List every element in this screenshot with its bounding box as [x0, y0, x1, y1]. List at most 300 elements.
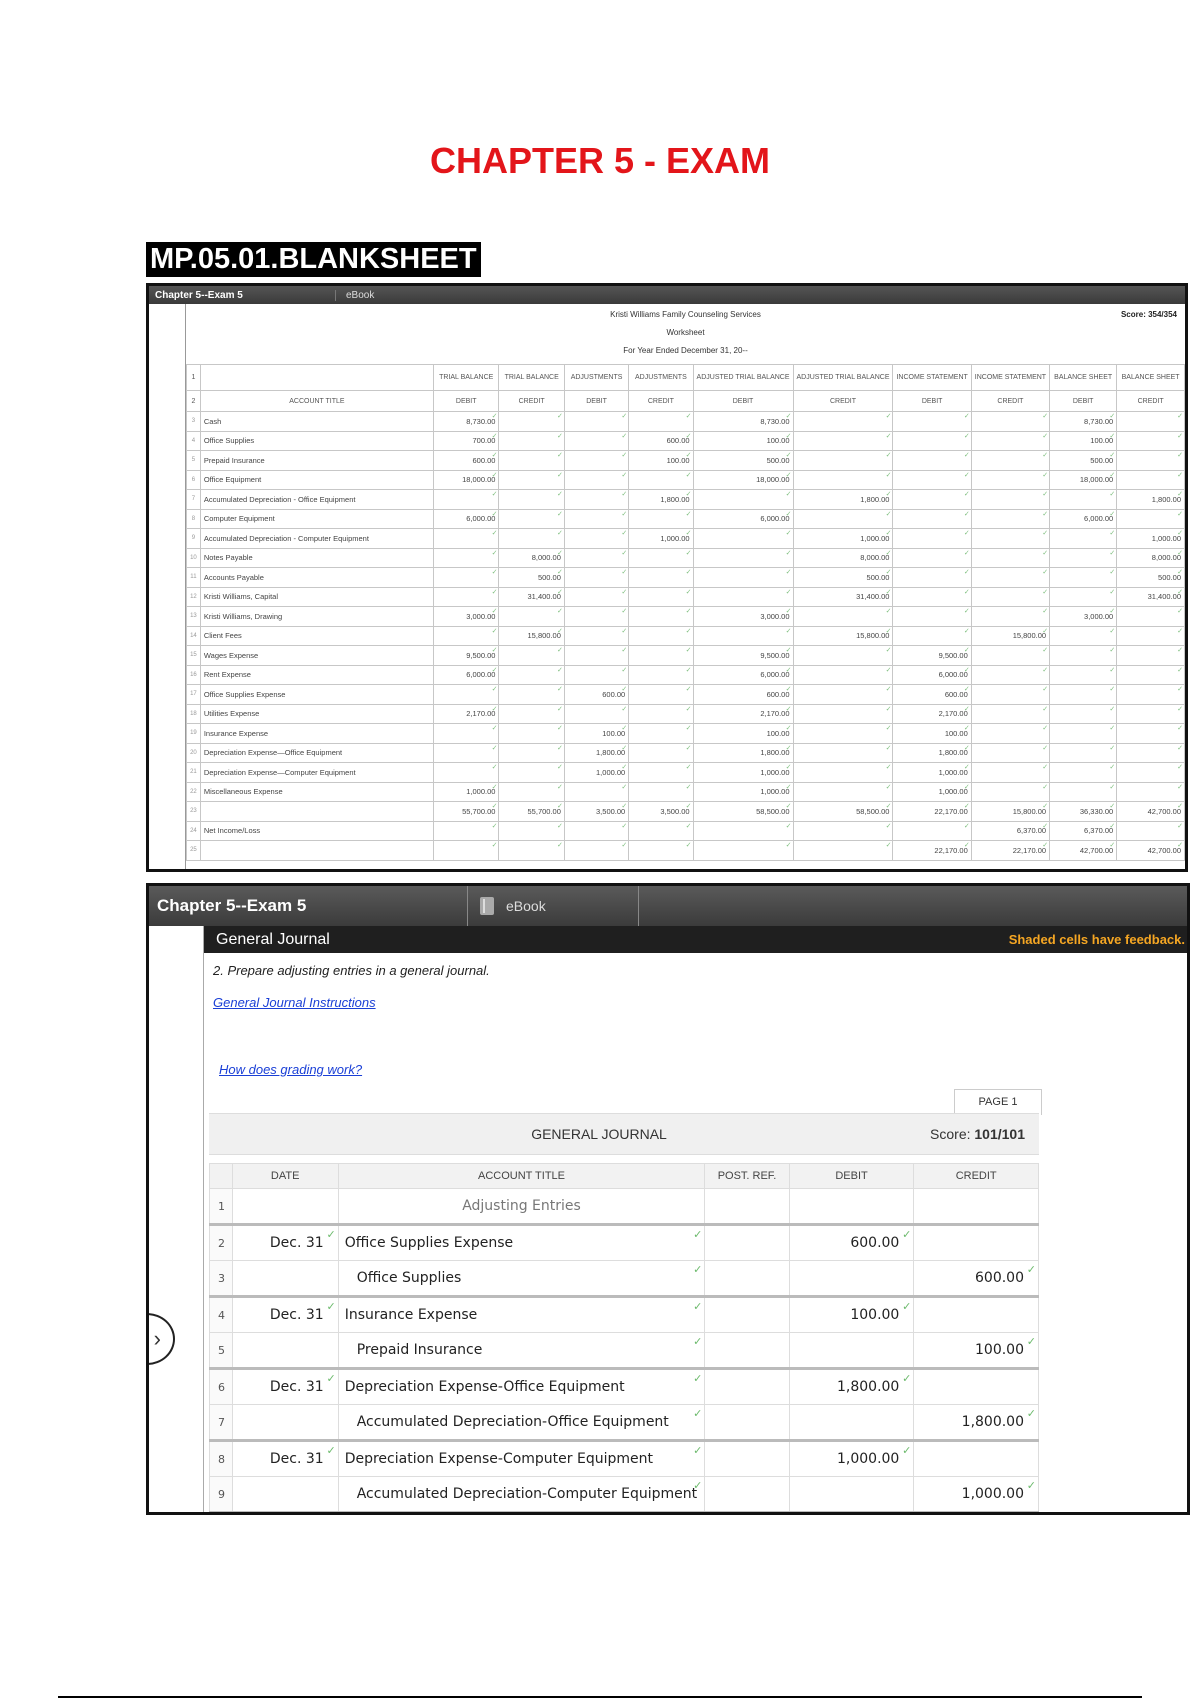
amount-cell[interactable]	[1117, 665, 1185, 685]
amount-cell[interactable]	[629, 646, 693, 666]
amount-cell[interactable]: 9,500.00 ✓	[693, 646, 793, 666]
amount-cell[interactable]: 100.00 ✓	[693, 431, 793, 451]
amount-cell[interactable]	[893, 509, 971, 529]
amount-cell[interactable]: 55,700.00 ✓	[433, 802, 498, 822]
amount-cell[interactable]: 58,500.00 ✓	[693, 802, 793, 822]
amount-cell[interactable]	[629, 763, 693, 783]
account-title-cell[interactable]: Insurance Expense	[200, 724, 433, 744]
amount-cell[interactable]: 100.00 ✓	[1050, 431, 1117, 451]
account-title-cell[interactable]: Insurance Expense ✓	[338, 1297, 705, 1333]
journal-tab-title[interactable]: Chapter 5--Exam 5	[157, 896, 307, 915]
amount-cell[interactable]: 1,000.00 ✓	[564, 763, 628, 783]
amount-cell[interactable]	[1117, 470, 1185, 490]
amount-cell[interactable]	[1050, 568, 1117, 588]
amount-cell[interactable]	[564, 529, 628, 549]
amount-cell[interactable]: 8,000.00 ✓	[499, 548, 564, 568]
post-ref-cell[interactable]	[705, 1477, 789, 1513]
amount-cell[interactable]	[971, 743, 1049, 763]
account-title-cell[interactable]: Accumulated Depreciation - Office Equipment	[200, 490, 433, 510]
credit-cell[interactable]: 100.00 ✓	[914, 1333, 1039, 1369]
post-ref-cell[interactable]	[705, 1297, 789, 1333]
amount-cell[interactable]: 8,000.00 ✓	[1117, 548, 1185, 568]
amount-cell[interactable]	[693, 490, 793, 510]
amount-cell[interactable]	[564, 431, 628, 451]
amount-cell[interactable]	[564, 490, 628, 510]
amount-cell[interactable]	[499, 607, 564, 627]
date-cell[interactable]	[232, 1333, 338, 1369]
amount-cell[interactable]: 3,000.00 ✓	[693, 607, 793, 627]
account-title-cell[interactable]	[200, 841, 433, 861]
amount-cell[interactable]: 15,800.00 ✓	[499, 626, 564, 646]
amount-cell[interactable]	[499, 509, 564, 529]
amount-cell[interactable]: 15,800.00 ✓	[971, 802, 1049, 822]
amount-cell[interactable]: 31,400.00 ✓	[793, 587, 893, 607]
amount-cell[interactable]	[793, 607, 893, 627]
amount-cell[interactable]	[793, 451, 893, 471]
amount-cell[interactable]	[1117, 431, 1185, 451]
amount-cell[interactable]	[629, 568, 693, 588]
amount-cell[interactable]	[1050, 529, 1117, 549]
amount-cell[interactable]	[793, 821, 893, 841]
amount-cell[interactable]	[564, 607, 628, 627]
credit-cell[interactable]	[914, 1189, 1039, 1225]
post-ref-cell[interactable]	[705, 1261, 789, 1297]
account-title-cell[interactable]: Miscellaneous Expense	[200, 782, 433, 802]
amount-cell[interactable]	[971, 607, 1049, 627]
amount-cell[interactable]: 100.00 ✓	[893, 724, 971, 744]
amount-cell[interactable]	[629, 841, 693, 861]
amount-cell[interactable]	[793, 470, 893, 490]
amount-cell[interactable]: 15,800.00 ✓	[971, 626, 1049, 646]
account-title-cell[interactable]: Accounts Payable	[200, 568, 433, 588]
amount-cell[interactable]	[564, 841, 628, 861]
amount-cell[interactable]	[629, 665, 693, 685]
amount-cell[interactable]	[1050, 763, 1117, 783]
amount-cell[interactable]	[971, 451, 1049, 471]
amount-cell[interactable]: 600.00 ✓	[693, 685, 793, 705]
amount-cell[interactable]	[693, 568, 793, 588]
amount-cell[interactable]	[564, 704, 628, 724]
amount-cell[interactable]	[564, 626, 628, 646]
account-title-cell[interactable]: Office Supplies ✓	[338, 1261, 705, 1297]
amount-cell[interactable]	[693, 529, 793, 549]
account-title-cell[interactable]	[200, 802, 433, 822]
amount-cell[interactable]	[693, 821, 793, 841]
amount-cell[interactable]	[1117, 412, 1185, 432]
date-cell[interactable]: Dec. 31 ✓	[232, 1297, 338, 1333]
credit-cell[interactable]	[914, 1441, 1039, 1477]
credit-cell[interactable]	[914, 1297, 1039, 1333]
amount-cell[interactable]	[793, 841, 893, 861]
amount-cell[interactable]	[1050, 782, 1117, 802]
account-title-cell[interactable]: Office Equipment	[200, 470, 433, 490]
post-ref-cell[interactable]	[705, 1333, 789, 1369]
amount-cell[interactable]	[893, 587, 971, 607]
amount-cell[interactable]	[629, 821, 693, 841]
amount-cell[interactable]: 3,500.00 ✓	[564, 802, 628, 822]
amount-cell[interactable]: 3,500.00 ✓	[629, 802, 693, 822]
amount-cell[interactable]	[793, 782, 893, 802]
amount-cell[interactable]	[893, 626, 971, 646]
amount-cell[interactable]	[1117, 763, 1185, 783]
amount-cell[interactable]	[793, 412, 893, 432]
amount-cell[interactable]	[693, 841, 793, 861]
amount-cell[interactable]	[971, 724, 1049, 744]
amount-cell[interactable]	[499, 431, 564, 451]
amount-cell[interactable]	[971, 665, 1049, 685]
amount-cell[interactable]: 500.00 ✓	[499, 568, 564, 588]
date-cell[interactable]: Dec. 31 ✓	[232, 1225, 338, 1261]
account-title-cell[interactable]: Wages Expense	[200, 646, 433, 666]
credit-cell[interactable]: 1,800.00 ✓	[914, 1405, 1039, 1441]
amount-cell[interactable]	[1117, 743, 1185, 763]
amount-cell[interactable]: 100.00 ✓	[564, 724, 628, 744]
account-title-cell[interactable]: Accumulated Depreciation-Computer Equipment ✓	[338, 1477, 705, 1513]
amount-cell[interactable]	[629, 782, 693, 802]
amount-cell[interactable]: 500.00 ✓	[793, 568, 893, 588]
amount-cell[interactable]	[564, 451, 628, 471]
amount-cell[interactable]: 18,000.00 ✓	[693, 470, 793, 490]
amount-cell[interactable]	[793, 704, 893, 724]
amount-cell[interactable]	[433, 568, 498, 588]
account-title-cell[interactable]: Prepaid Insurance ✓	[338, 1333, 705, 1369]
amount-cell[interactable]: 9,500.00 ✓	[893, 646, 971, 666]
amount-cell[interactable]	[433, 587, 498, 607]
amount-cell[interactable]	[893, 412, 971, 432]
amount-cell[interactable]	[893, 568, 971, 588]
amount-cell[interactable]	[433, 763, 498, 783]
amount-cell[interactable]	[971, 412, 1049, 432]
amount-cell[interactable]: 42,700.00 ✓	[1050, 841, 1117, 861]
amount-cell[interactable]	[1117, 821, 1185, 841]
amount-cell[interactable]: 1,000.00 ✓	[893, 782, 971, 802]
amount-cell[interactable]	[499, 685, 564, 705]
amount-cell[interactable]: 1,800.00 ✓	[564, 743, 628, 763]
amount-cell[interactable]	[499, 724, 564, 744]
amount-cell[interactable]	[893, 821, 971, 841]
amount-cell[interactable]	[499, 646, 564, 666]
amount-cell[interactable]	[1117, 704, 1185, 724]
amount-cell[interactable]: 55,700.00 ✓	[499, 802, 564, 822]
grading-help-link[interactable]: How does grading work?	[219, 1062, 363, 1077]
amount-cell[interactable]	[629, 743, 693, 763]
amount-cell[interactable]: 1,000.00 ✓	[793, 529, 893, 549]
amount-cell[interactable]	[971, 509, 1049, 529]
amount-cell[interactable]	[793, 685, 893, 705]
account-title-cell[interactable]: Accumulated Depreciation - Computer Equipment	[200, 529, 433, 549]
amount-cell[interactable]	[499, 470, 564, 490]
amount-cell[interactable]	[629, 724, 693, 744]
amount-cell[interactable]: 2,170.00 ✓	[893, 704, 971, 724]
amount-cell[interactable]	[564, 470, 628, 490]
account-title-cell[interactable]: Kristi Williams, Drawing	[200, 607, 433, 627]
account-title-cell[interactable]: Utilities Expense	[200, 704, 433, 724]
debit-cell[interactable]: 1,800.00 ✓	[789, 1369, 914, 1405]
amount-cell[interactable]	[499, 763, 564, 783]
amount-cell[interactable]	[793, 665, 893, 685]
amount-cell[interactable]	[971, 529, 1049, 549]
amount-cell[interactable]	[971, 782, 1049, 802]
amount-cell[interactable]	[793, 431, 893, 451]
post-ref-cell[interactable]	[705, 1405, 789, 1441]
amount-cell[interactable]	[1117, 451, 1185, 471]
amount-cell[interactable]: 22,170.00 ✓	[893, 802, 971, 822]
post-ref-cell[interactable]	[705, 1441, 789, 1477]
amount-cell[interactable]: 1,800.00 ✓	[629, 490, 693, 510]
amount-cell[interactable]: 22,170.00 ✓	[971, 841, 1049, 861]
amount-cell[interactable]: 36,330.00 ✓	[1050, 802, 1117, 822]
amount-cell[interactable]: 31,400.00 ✓	[499, 587, 564, 607]
amount-cell[interactable]: 9,500.00 ✓	[433, 646, 498, 666]
amount-cell[interactable]: 1,000.00 ✓	[1117, 529, 1185, 549]
amount-cell[interactable]: 15,800.00 ✓	[793, 626, 893, 646]
amount-cell[interactable]	[629, 470, 693, 490]
amount-cell[interactable]	[1117, 724, 1185, 744]
journal-ebook-tab[interactable]	[467, 886, 639, 926]
amount-cell[interactable]	[1117, 782, 1185, 802]
amount-cell[interactable]	[1050, 646, 1117, 666]
amount-cell[interactable]: 6,000.00 ✓	[893, 665, 971, 685]
amount-cell[interactable]: 58,500.00 ✓	[793, 802, 893, 822]
amount-cell[interactable]	[971, 646, 1049, 666]
amount-cell[interactable]: 8,730.00 ✓	[693, 412, 793, 432]
amount-cell[interactable]	[1050, 724, 1117, 744]
account-title-cell[interactable]: Depreciation Expense—Computer Equipment	[200, 763, 433, 783]
amount-cell[interactable]	[1050, 587, 1117, 607]
amount-cell[interactable]	[499, 743, 564, 763]
collapse-sidebar-button[interactable]	[146, 1313, 175, 1365]
amount-cell[interactable]: 600.00 ✓	[629, 431, 693, 451]
account-title-cell[interactable]: Rent Expense	[200, 665, 433, 685]
account-title-cell[interactable]: Depreciation Expense-Computer Equipment ✓	[338, 1441, 705, 1477]
date-cell[interactable]	[232, 1261, 338, 1297]
amount-cell[interactable]	[564, 568, 628, 588]
amount-cell[interactable]	[793, 763, 893, 783]
amount-cell[interactable]	[564, 646, 628, 666]
debit-cell[interactable]: 1,000.00 ✓	[789, 1441, 914, 1477]
amount-cell[interactable]: 1,000.00 ✓	[693, 763, 793, 783]
amount-cell[interactable]	[499, 529, 564, 549]
amount-cell[interactable]	[971, 490, 1049, 510]
amount-cell[interactable]	[971, 685, 1049, 705]
amount-cell[interactable]	[793, 509, 893, 529]
amount-cell[interactable]	[564, 782, 628, 802]
amount-cell[interactable]	[564, 509, 628, 529]
amount-cell[interactable]: 1,800.00 ✓	[693, 743, 793, 763]
amount-cell[interactable]	[433, 743, 498, 763]
amount-cell[interactable]: 2,170.00 ✓	[693, 704, 793, 724]
amount-cell[interactable]	[499, 821, 564, 841]
amount-cell[interactable]	[971, 431, 1049, 451]
account-title-cell[interactable]: Depreciation Expense-Office Equipment ✓	[338, 1369, 705, 1405]
amount-cell[interactable]	[1050, 685, 1117, 705]
amount-cell[interactable]	[564, 665, 628, 685]
amount-cell[interactable]	[1117, 685, 1185, 705]
amount-cell[interactable]: 700.00 ✓	[433, 431, 498, 451]
amount-cell[interactable]: 1,800.00 ✓	[1117, 490, 1185, 510]
amount-cell[interactable]: 1,800.00 ✓	[893, 743, 971, 763]
post-ref-cell[interactable]	[705, 1189, 789, 1225]
amount-cell[interactable]: 8,000.00 ✓	[793, 548, 893, 568]
amount-cell[interactable]: 6,000.00 ✓	[1050, 509, 1117, 529]
amount-cell[interactable]	[499, 412, 564, 432]
amount-cell[interactable]	[1117, 607, 1185, 627]
amount-cell[interactable]: 6,000.00 ✓	[433, 665, 498, 685]
amount-cell[interactable]: 6,000.00 ✓	[693, 509, 793, 529]
post-ref-cell[interactable]	[705, 1225, 789, 1261]
amount-cell[interactable]	[971, 587, 1049, 607]
amount-cell[interactable]	[793, 724, 893, 744]
date-cell[interactable]: Dec. 31 ✓	[232, 1441, 338, 1477]
amount-cell[interactable]: 100.00 ✓	[629, 451, 693, 471]
amount-cell[interactable]	[629, 626, 693, 646]
account-title-cell[interactable]: Notes Payable	[200, 548, 433, 568]
credit-cell[interactable]: 1,000.00 ✓	[914, 1477, 1039, 1513]
amount-cell[interactable]: 6,000.00 ✓	[433, 509, 498, 529]
amount-cell[interactable]: 500.00 ✓	[1117, 568, 1185, 588]
amount-cell[interactable]	[433, 841, 498, 861]
amount-cell[interactable]: 3,000.00 ✓	[433, 607, 498, 627]
amount-cell[interactable]	[433, 724, 498, 744]
account-title-cell[interactable]: Accumulated Depreciation-Office Equipment ✓	[338, 1405, 705, 1441]
credit-cell[interactable]: 600.00 ✓	[914, 1261, 1039, 1297]
date-cell[interactable]	[232, 1189, 338, 1225]
amount-cell[interactable]: 600.00 ✓	[893, 685, 971, 705]
debit-cell[interactable]: 100.00 ✓	[789, 1297, 914, 1333]
debit-cell[interactable]	[789, 1261, 914, 1297]
worksheet-tab-title[interactable]: Chapter 5--Exam 5	[155, 289, 243, 301]
amount-cell[interactable]: 22,170.00 ✓	[893, 841, 971, 861]
amount-cell[interactable]: 42,700.00 ✓	[1117, 841, 1185, 861]
amount-cell[interactable]	[971, 548, 1049, 568]
amount-cell[interactable]: 18,000.00 ✓	[433, 470, 498, 490]
amount-cell[interactable]	[693, 626, 793, 646]
date-cell[interactable]: Dec. 31 ✓	[232, 1369, 338, 1405]
amount-cell[interactable]	[499, 841, 564, 861]
page-tab[interactable]: PAGE 1	[954, 1089, 1042, 1115]
amount-cell[interactable]: 31,400.00 ✓	[1117, 587, 1185, 607]
amount-cell[interactable]	[1050, 548, 1117, 568]
amount-cell[interactable]	[971, 704, 1049, 724]
account-title-cell[interactable]: Net Income/Loss	[200, 821, 433, 841]
amount-cell[interactable]: 600.00 ✓	[433, 451, 498, 471]
debit-cell[interactable]: 600.00 ✓	[789, 1225, 914, 1261]
amount-cell[interactable]	[693, 548, 793, 568]
account-title-cell[interactable]: Prepaid Insurance	[200, 451, 433, 471]
account-title-cell[interactable]: Depreciation Expense—Office Equipment	[200, 743, 433, 763]
debit-cell[interactable]	[789, 1189, 914, 1225]
amount-cell[interactable]	[793, 646, 893, 666]
account-title-cell[interactable]: Cash	[200, 412, 433, 432]
amount-cell[interactable]	[564, 587, 628, 607]
account-title-cell[interactable]: Computer Equipment	[200, 509, 433, 529]
amount-cell[interactable]	[499, 490, 564, 510]
account-title-cell[interactable]: Kristi Williams, Capital	[200, 587, 433, 607]
amount-cell[interactable]	[564, 548, 628, 568]
debit-cell[interactable]	[789, 1333, 914, 1369]
amount-cell[interactable]	[971, 763, 1049, 783]
amount-cell[interactable]	[433, 548, 498, 568]
amount-cell[interactable]	[1050, 743, 1117, 763]
amount-cell[interactable]	[971, 470, 1049, 490]
amount-cell[interactable]	[499, 451, 564, 471]
amount-cell[interactable]	[629, 685, 693, 705]
account-title-cell[interactable]: Office Supplies Expense ✓	[338, 1225, 705, 1261]
amount-cell[interactable]	[893, 548, 971, 568]
amount-cell[interactable]: 600.00 ✓	[564, 685, 628, 705]
amount-cell[interactable]	[433, 490, 498, 510]
amount-cell[interactable]: 8,730.00 ✓	[433, 412, 498, 432]
amount-cell[interactable]: 8,730.00 ✓	[1050, 412, 1117, 432]
credit-cell[interactable]	[914, 1225, 1039, 1261]
debit-cell[interactable]	[789, 1477, 914, 1513]
amount-cell[interactable]	[629, 509, 693, 529]
account-title-cell[interactable]: Adjusting Entries	[338, 1189, 705, 1225]
amount-cell[interactable]: 18,000.00 ✓	[1050, 470, 1117, 490]
amount-cell[interactable]	[629, 704, 693, 724]
amount-cell[interactable]	[1050, 704, 1117, 724]
amount-cell[interactable]: 500.00 ✓	[693, 451, 793, 471]
amount-cell[interactable]	[499, 665, 564, 685]
amount-cell[interactable]	[433, 685, 498, 705]
amount-cell[interactable]: 1,000.00 ✓	[693, 782, 793, 802]
debit-cell[interactable]	[789, 1405, 914, 1441]
amount-cell[interactable]	[893, 490, 971, 510]
amount-cell[interactable]: 1,000.00 ✓	[433, 782, 498, 802]
amount-cell[interactable]	[1117, 509, 1185, 529]
amount-cell[interactable]	[629, 587, 693, 607]
amount-cell[interactable]: 6,370.00 ✓	[971, 821, 1049, 841]
amount-cell[interactable]	[629, 548, 693, 568]
amount-cell[interactable]	[629, 412, 693, 432]
account-title-cell[interactable]: Office Supplies	[200, 431, 433, 451]
date-cell[interactable]	[232, 1477, 338, 1513]
amount-cell[interactable]	[1050, 626, 1117, 646]
amount-cell[interactable]: 6,000.00 ✓	[693, 665, 793, 685]
amount-cell[interactable]	[893, 431, 971, 451]
amount-cell[interactable]	[1050, 490, 1117, 510]
amount-cell[interactable]	[1117, 646, 1185, 666]
amount-cell[interactable]	[433, 821, 498, 841]
amount-cell[interactable]	[564, 821, 628, 841]
amount-cell[interactable]	[971, 568, 1049, 588]
amount-cell[interactable]	[893, 451, 971, 471]
amount-cell[interactable]: 100.00 ✓	[693, 724, 793, 744]
account-title-cell[interactable]: Office Supplies Expense	[200, 685, 433, 705]
amount-cell[interactable]	[1117, 626, 1185, 646]
journal-instructions-link[interactable]: General Journal Instructions	[213, 995, 376, 1010]
amount-cell[interactable]	[893, 529, 971, 549]
post-ref-cell[interactable]	[705, 1369, 789, 1405]
amount-cell[interactable]: 1,800.00 ✓	[793, 490, 893, 510]
amount-cell[interactable]: 1,000.00 ✓	[629, 529, 693, 549]
amount-cell[interactable]: 1,000.00 ✓	[893, 763, 971, 783]
amount-cell[interactable]	[893, 470, 971, 490]
date-cell[interactable]	[232, 1405, 338, 1441]
amount-cell[interactable]: 3,000.00 ✓	[1050, 607, 1117, 627]
amount-cell[interactable]	[564, 412, 628, 432]
amount-cell[interactable]	[433, 626, 498, 646]
amount-cell[interactable]	[433, 529, 498, 549]
amount-cell[interactable]	[793, 743, 893, 763]
amount-cell[interactable]: 42,700.00 ✓	[1117, 802, 1185, 822]
amount-cell[interactable]	[893, 607, 971, 627]
amount-cell[interactable]	[499, 704, 564, 724]
credit-cell[interactable]	[914, 1369, 1039, 1405]
account-title-cell[interactable]: Client Fees	[200, 626, 433, 646]
amount-cell[interactable]: 500.00 ✓	[1050, 451, 1117, 471]
amount-cell[interactable]: 2,170.00 ✓	[433, 704, 498, 724]
